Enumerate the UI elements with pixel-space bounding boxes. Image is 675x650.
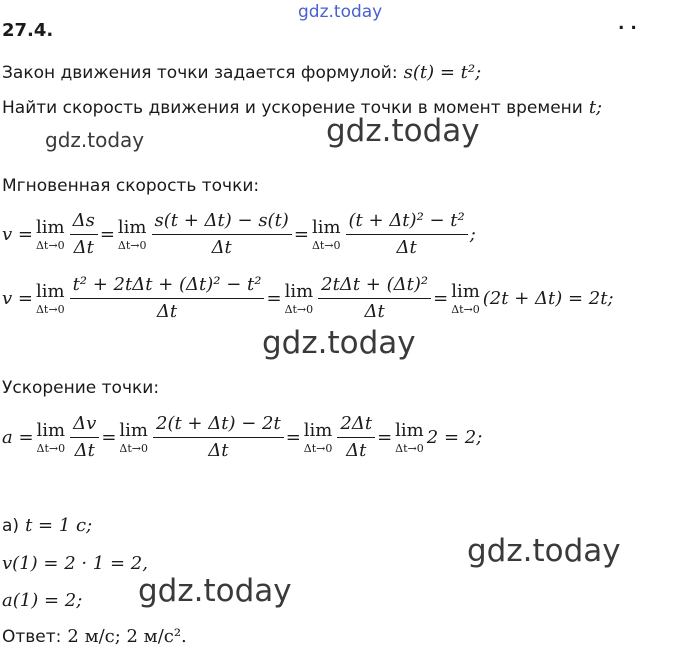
eq1-limit-1: lim Δt→0 bbox=[35, 216, 65, 252]
eq1-limit-2: lim Δt→0 bbox=[117, 216, 147, 252]
acceleration-heading: Ускорение точки: bbox=[2, 378, 160, 398]
watermark-small-left: gdz.today bbox=[45, 128, 145, 152]
eq3-limit-4: lim Δt→0 bbox=[395, 419, 424, 455]
eq3-fraction-2: $\frac{2(t + \Delta t) - 2t}{\Delta t}$ bbox=[153, 413, 284, 462]
acceleration-equation bbox=[2, 413, 482, 462]
eq1-fraction-1: $\frac{\Delta s}{\Delta t}$ bbox=[70, 210, 98, 259]
eq3-limit-3: lim Δt→0 bbox=[303, 419, 333, 455]
eq3-equals-3: = bbox=[377, 427, 393, 448]
eq1-limit-3: lim Δt→0 bbox=[311, 216, 341, 252]
eq3-fraction-3: $\frac{2\Delta t}{\Delta t}$ bbox=[337, 413, 375, 462]
eq2-equals-1: = bbox=[266, 288, 282, 309]
corner-marks: . . bbox=[618, 14, 637, 34]
task-line bbox=[2, 97, 602, 118]
part-a-velocity: v(1) = 2 · 1 = 2, bbox=[2, 553, 148, 574]
eq2-fraction-2: $\frac{\text{2tΔt + (Δt)²}}{\Delta t}$ bbox=[318, 274, 431, 323]
velocity-equation-2 bbox=[2, 274, 614, 323]
eq3-limit-1: lim Δt→0 bbox=[36, 419, 66, 455]
eq2-tail: (2t + Δt) = 2t; bbox=[482, 288, 614, 309]
eq3-limit-2: lim Δt→0 bbox=[119, 419, 148, 455]
watermark-large-right: gdz.today bbox=[467, 533, 621, 569]
eq3-equals-2: = bbox=[285, 427, 301, 448]
part-a-label: а) bbox=[2, 515, 20, 536]
answer-label: Ответ: bbox=[2, 626, 62, 647]
eq1-end: ; bbox=[469, 224, 476, 245]
eq1-lhs: v = bbox=[2, 224, 33, 245]
eq2-limit-2: lim Δt→0 bbox=[284, 280, 314, 316]
eq3-equals-1: = bbox=[101, 427, 117, 448]
velocity-heading: Мгновенная скорость точки: bbox=[2, 176, 260, 196]
answer-line bbox=[2, 626, 187, 647]
task-var: t; bbox=[588, 97, 603, 118]
eq3-fraction-1: $\frac{\Delta v}{\Delta t}$ bbox=[70, 413, 99, 462]
eq2-lhs: v = bbox=[2, 288, 33, 309]
watermark-large-middle: gdz.today bbox=[262, 325, 416, 361]
eq2-limit-1: lim Δt→0 bbox=[35, 280, 65, 316]
eq2-equals-2: = bbox=[433, 288, 449, 309]
part-a-t-value: t = 1 с; bbox=[25, 515, 93, 536]
watermark-large-upper: gdz.today bbox=[326, 113, 480, 149]
part-a-line bbox=[2, 515, 92, 536]
law-line bbox=[2, 62, 481, 83]
eq1-fraction-2: $\frac{s(t + \Delta t) - s(t)}{\Delta t}$ bbox=[152, 210, 292, 259]
eq3-tail: 2 = 2; bbox=[426, 427, 483, 448]
answer-value: 2 м/с; 2 м/с². bbox=[67, 626, 187, 647]
velocity-equation-1 bbox=[2, 210, 476, 259]
task-text: Найти скорость движения и ускорение точки в момент времени bbox=[2, 97, 583, 118]
eq3-lhs: a = bbox=[2, 427, 34, 448]
eq1-fraction-3: $\frac{\text{(t + Δt)² − t²}}{\Delta t}$ bbox=[346, 210, 468, 259]
eq1-equals-2: = bbox=[293, 224, 309, 245]
part-a-acceleration: a(1) = 2; bbox=[2, 590, 83, 611]
problem-number: 27.4. bbox=[2, 20, 54, 41]
eq1-equals-1: = bbox=[99, 224, 115, 245]
law-formula: s(t) = t²; bbox=[403, 62, 482, 83]
law-text: Закон движения точки задается формулой: bbox=[2, 62, 398, 83]
eq2-fraction-1: $\frac{\text{t² + 2tΔt + (Δt)² − t²}}{\Delta t}$ bbox=[70, 274, 265, 323]
watermark-top: gdz.today bbox=[298, 2, 383, 22]
eq2-limit-3: lim Δt→0 bbox=[451, 280, 480, 316]
watermark-large-lower: gdz.today bbox=[138, 573, 292, 609]
